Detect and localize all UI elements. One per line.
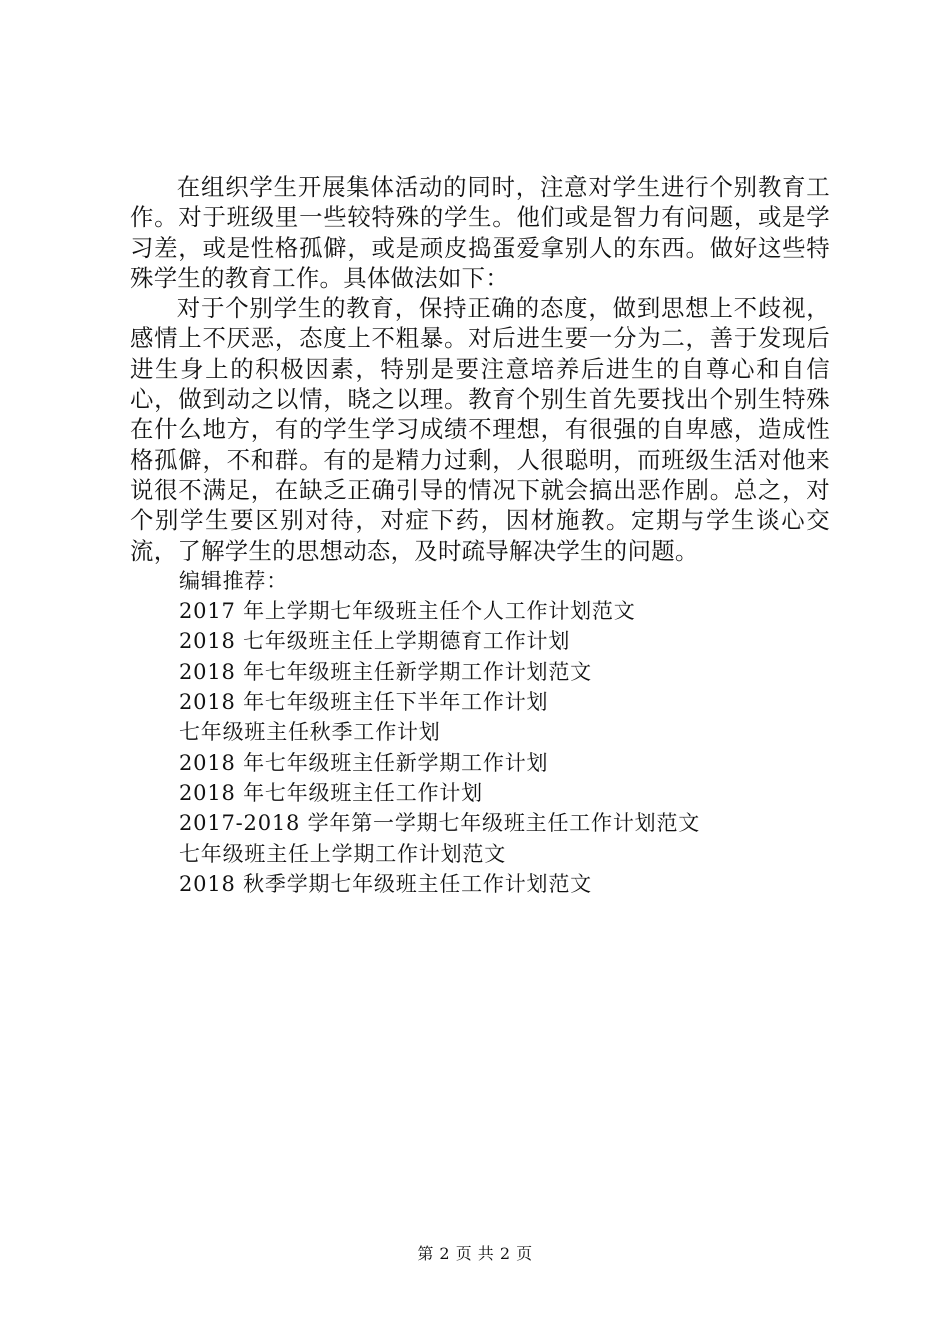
- paragraph-intro: 在组织学生开展集体活动的同时，注意对学生进行个别教育工作。对于班级里一些较特殊的学生。他们或是智力有问题，或是学习差，或是性格孤僻，或是顽皮捣蛋爱拿别人的东西。做好这些特殊学生的教育工作。具体做法如下：: [130, 173, 830, 292]
- page-number-footer: 第 2 页 共 2 页: [417, 1244, 533, 1263]
- recommend-link[interactable]: 2017 年上学期七年级班主任个人工作计划范文: [179, 599, 636, 624]
- recommend-link[interactable]: 2018 年七年级班主任新学期工作计划: [179, 750, 549, 775]
- recommend-link[interactable]: 七年级班主任秋季工作计划: [179, 720, 441, 745]
- recommend-list: [130, 596, 830, 899]
- recommend-link[interactable]: 七年级班主任上学期工作计划范文: [179, 841, 506, 866]
- recommend-link[interactable]: 2018 七年级班主任上学期德育工作计划: [179, 629, 571, 654]
- document-body: [130, 172, 830, 899]
- recommend-link[interactable]: 2018 秋季学期七年级班主任工作计划范文: [179, 871, 592, 896]
- recommend-link[interactable]: 2017-2018 学年第一学期七年级班主任工作计划范文: [179, 811, 701, 836]
- recommend-label: 编辑推荐：: [179, 568, 288, 593]
- recommend-link[interactable]: 2018 年七年级班主任工作计划: [179, 780, 483, 805]
- paragraph-method: 对于个别学生的教育，保持正确的态度，做到思想上不歧视，感情上不厌恶，态度上不粗暴。对后进生要一分为二，善于发现后进生身上的积极因素，特别是要注意培养后进生的自尊心和自信心，做到动之以情，晓之以理。教育个别生首先要找出个别生特殊在什么地方，有的学生学习成绩不理想，有很强的自卑感，造成性格孤僻，不和群。有的是精力过剩，人很聪明，而班级生活对他来说很不满足，在缺乏正确引导的情况下就会搞出恶作剧。总之，对个别学生要区别对待，对症下药，因材施教。定期与学生谈心交流，了解学生的思想动态，及时疏导解决学生的问题。: [130, 294, 830, 565]
- recommend-link[interactable]: 2018 年七年级班主任下半年工作计划: [179, 690, 549, 715]
- recommend-link[interactable]: 2018 年七年级班主任新学期工作计划范文: [179, 659, 592, 684]
